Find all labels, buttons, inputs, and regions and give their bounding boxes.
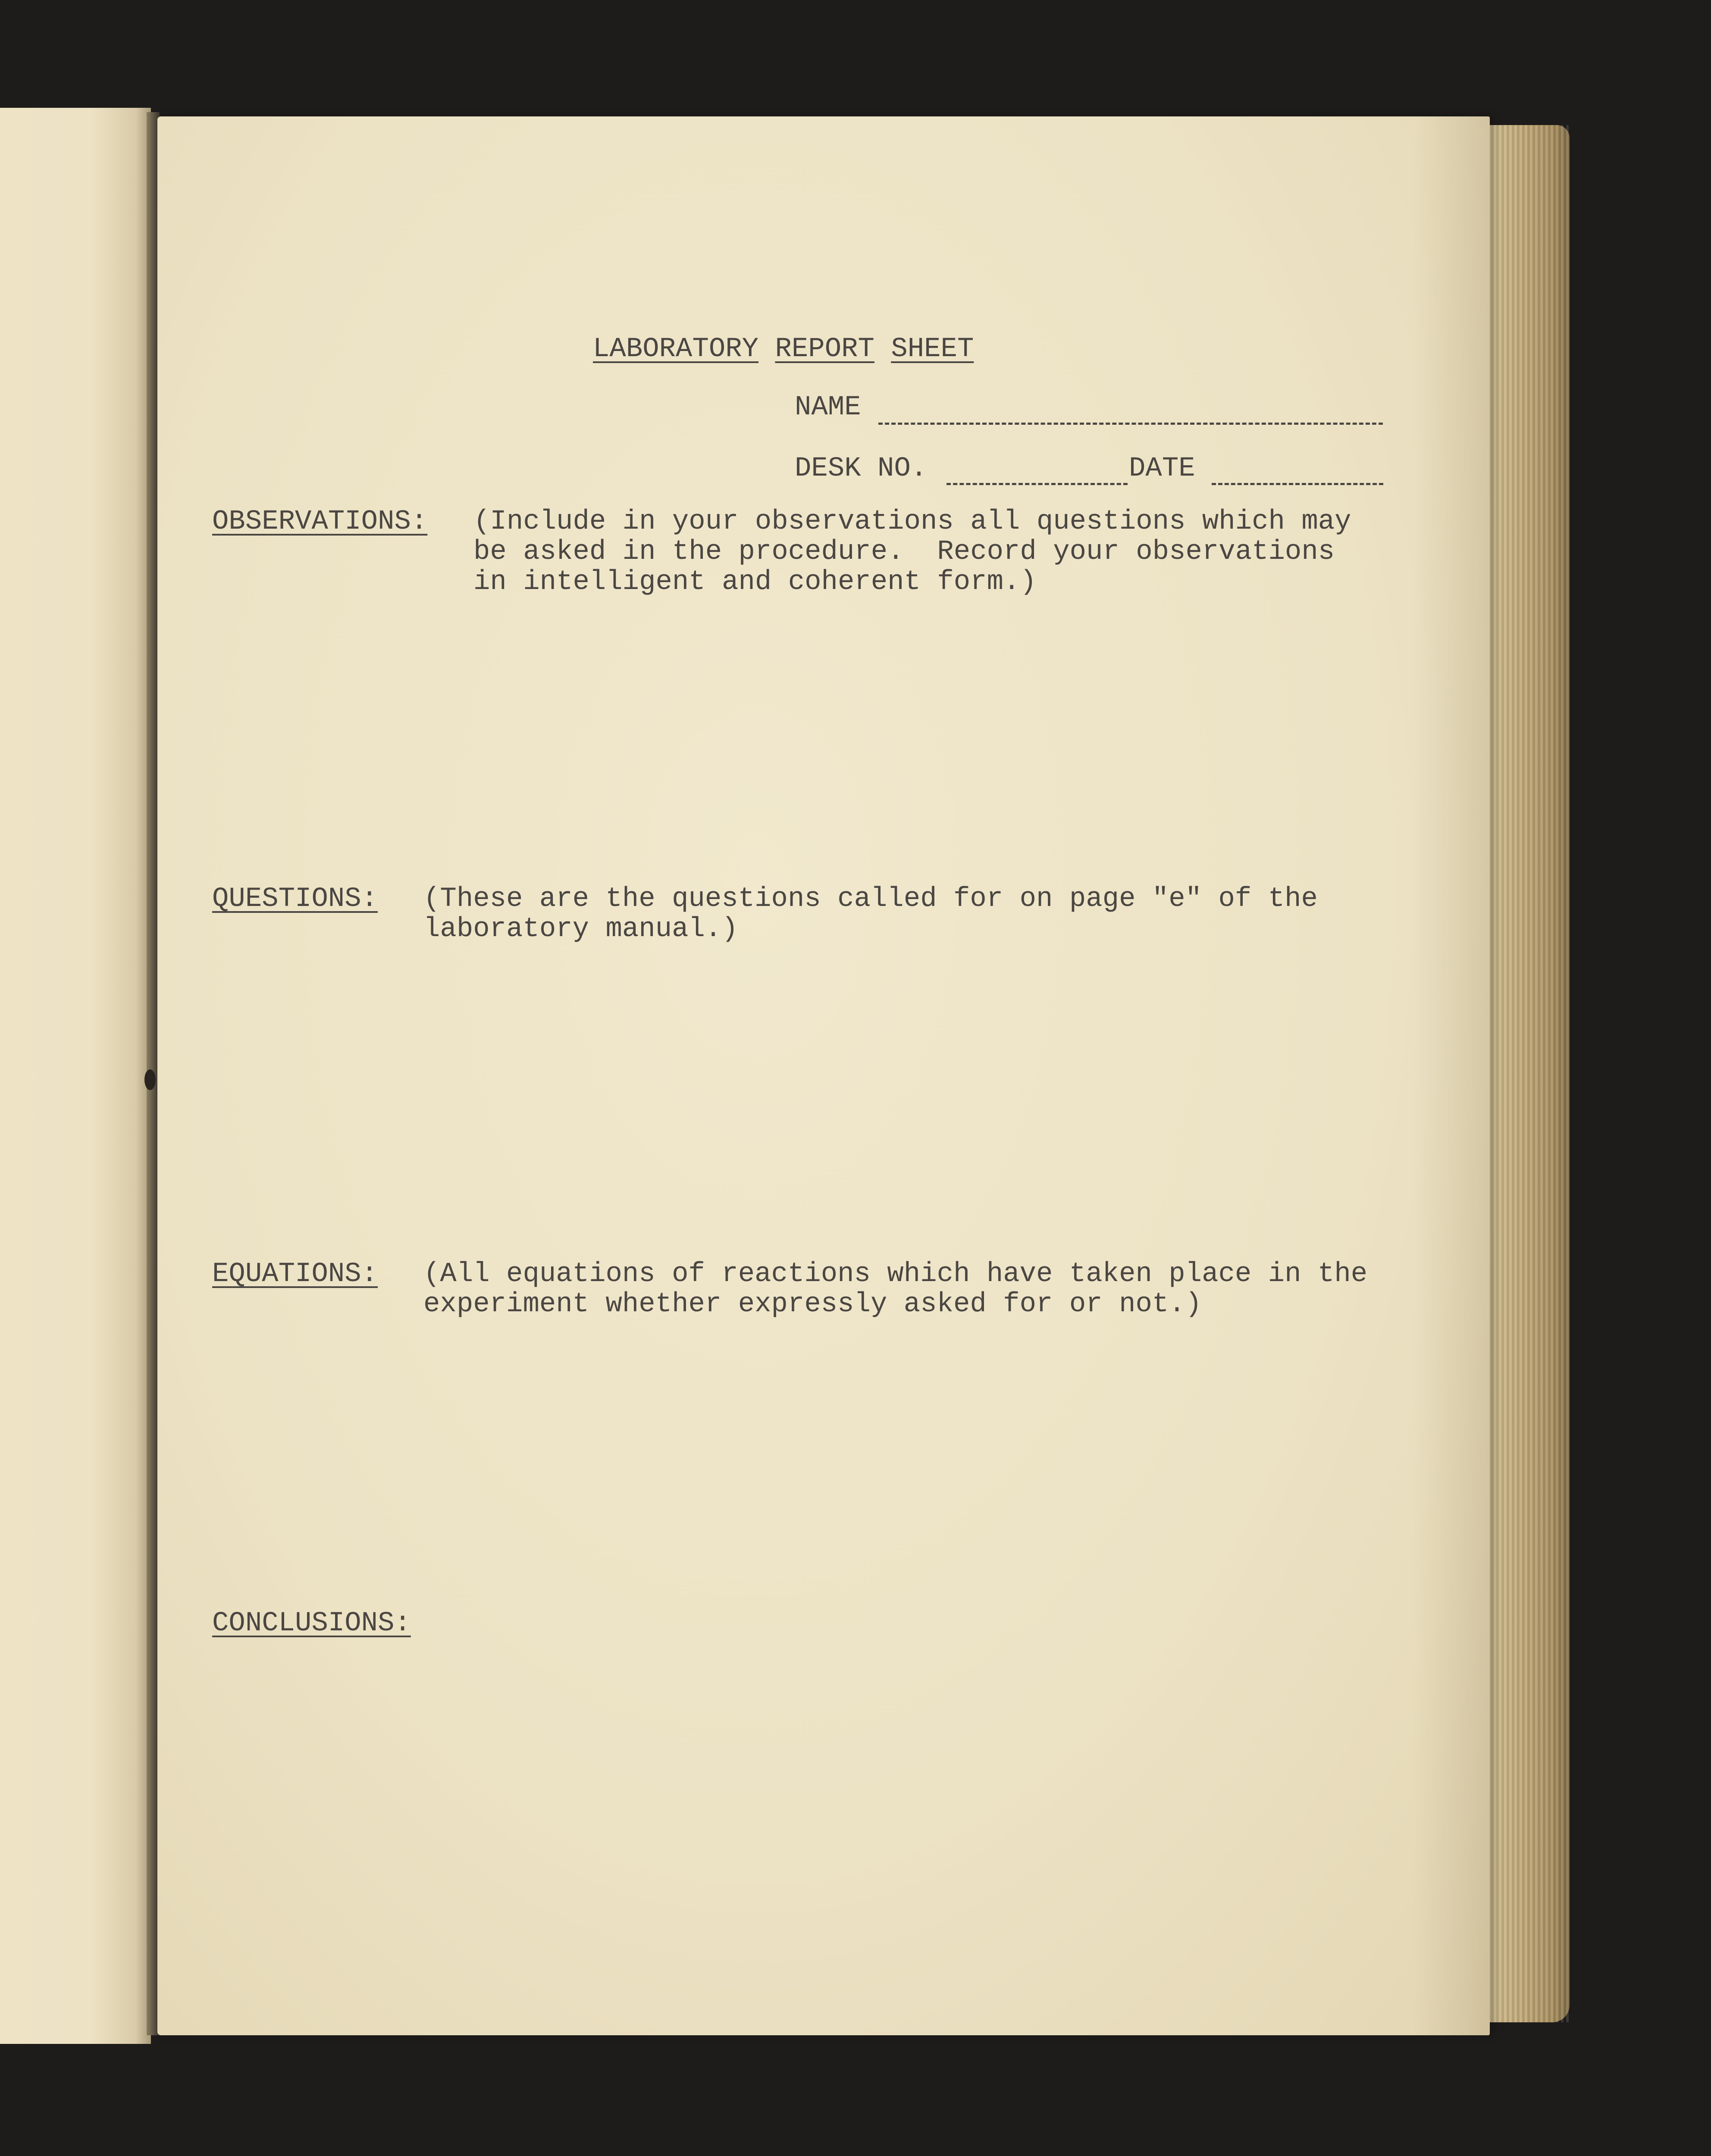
binding-hole — [144, 1069, 156, 1090]
equations-note-line-2: experiment whether expressly asked for or not.) — [423, 1289, 1202, 1320]
date-label: DATE — [1129, 453, 1195, 484]
left-facing-page — [0, 108, 151, 2044]
name-field[interactable] — [878, 423, 1383, 425]
observations-note-line-2: be asked in the procedure. Record your observations — [473, 536, 1335, 567]
desk-number-label: DESK NO. — [795, 453, 928, 484]
questions-note-line-1: (These are the questions called for on page "e" of the — [423, 884, 1318, 915]
observations-note-line-1: (Include in your observations all questions which may — [473, 506, 1351, 537]
desk-number-field[interactable] — [946, 483, 1128, 485]
name-label: NAME — [795, 392, 861, 423]
observations-note-line-3: in intelligent and coherent form.) — [473, 567, 1037, 598]
conclusions-heading: CONCLUSIONS: — [212, 1608, 411, 1639]
observations-heading: OBSERVATIONS: — [212, 506, 428, 537]
questions-note-line-2: laboratory manual.) — [423, 914, 738, 945]
title-word-2: REPORT — [775, 334, 874, 365]
title-word-3: SHEET — [891, 334, 974, 365]
date-field[interactable] — [1212, 483, 1383, 485]
equations-heading: EQUATIONS: — [212, 1259, 378, 1290]
sheet-title — [593, 334, 974, 364]
title-word-1: LABORATORY — [593, 334, 759, 365]
equations-note-line-1: (All equations of reactions which have taken place in the — [423, 1259, 1368, 1290]
report-sheet-page — [157, 116, 1490, 2035]
questions-heading: QUESTIONS: — [212, 884, 378, 915]
